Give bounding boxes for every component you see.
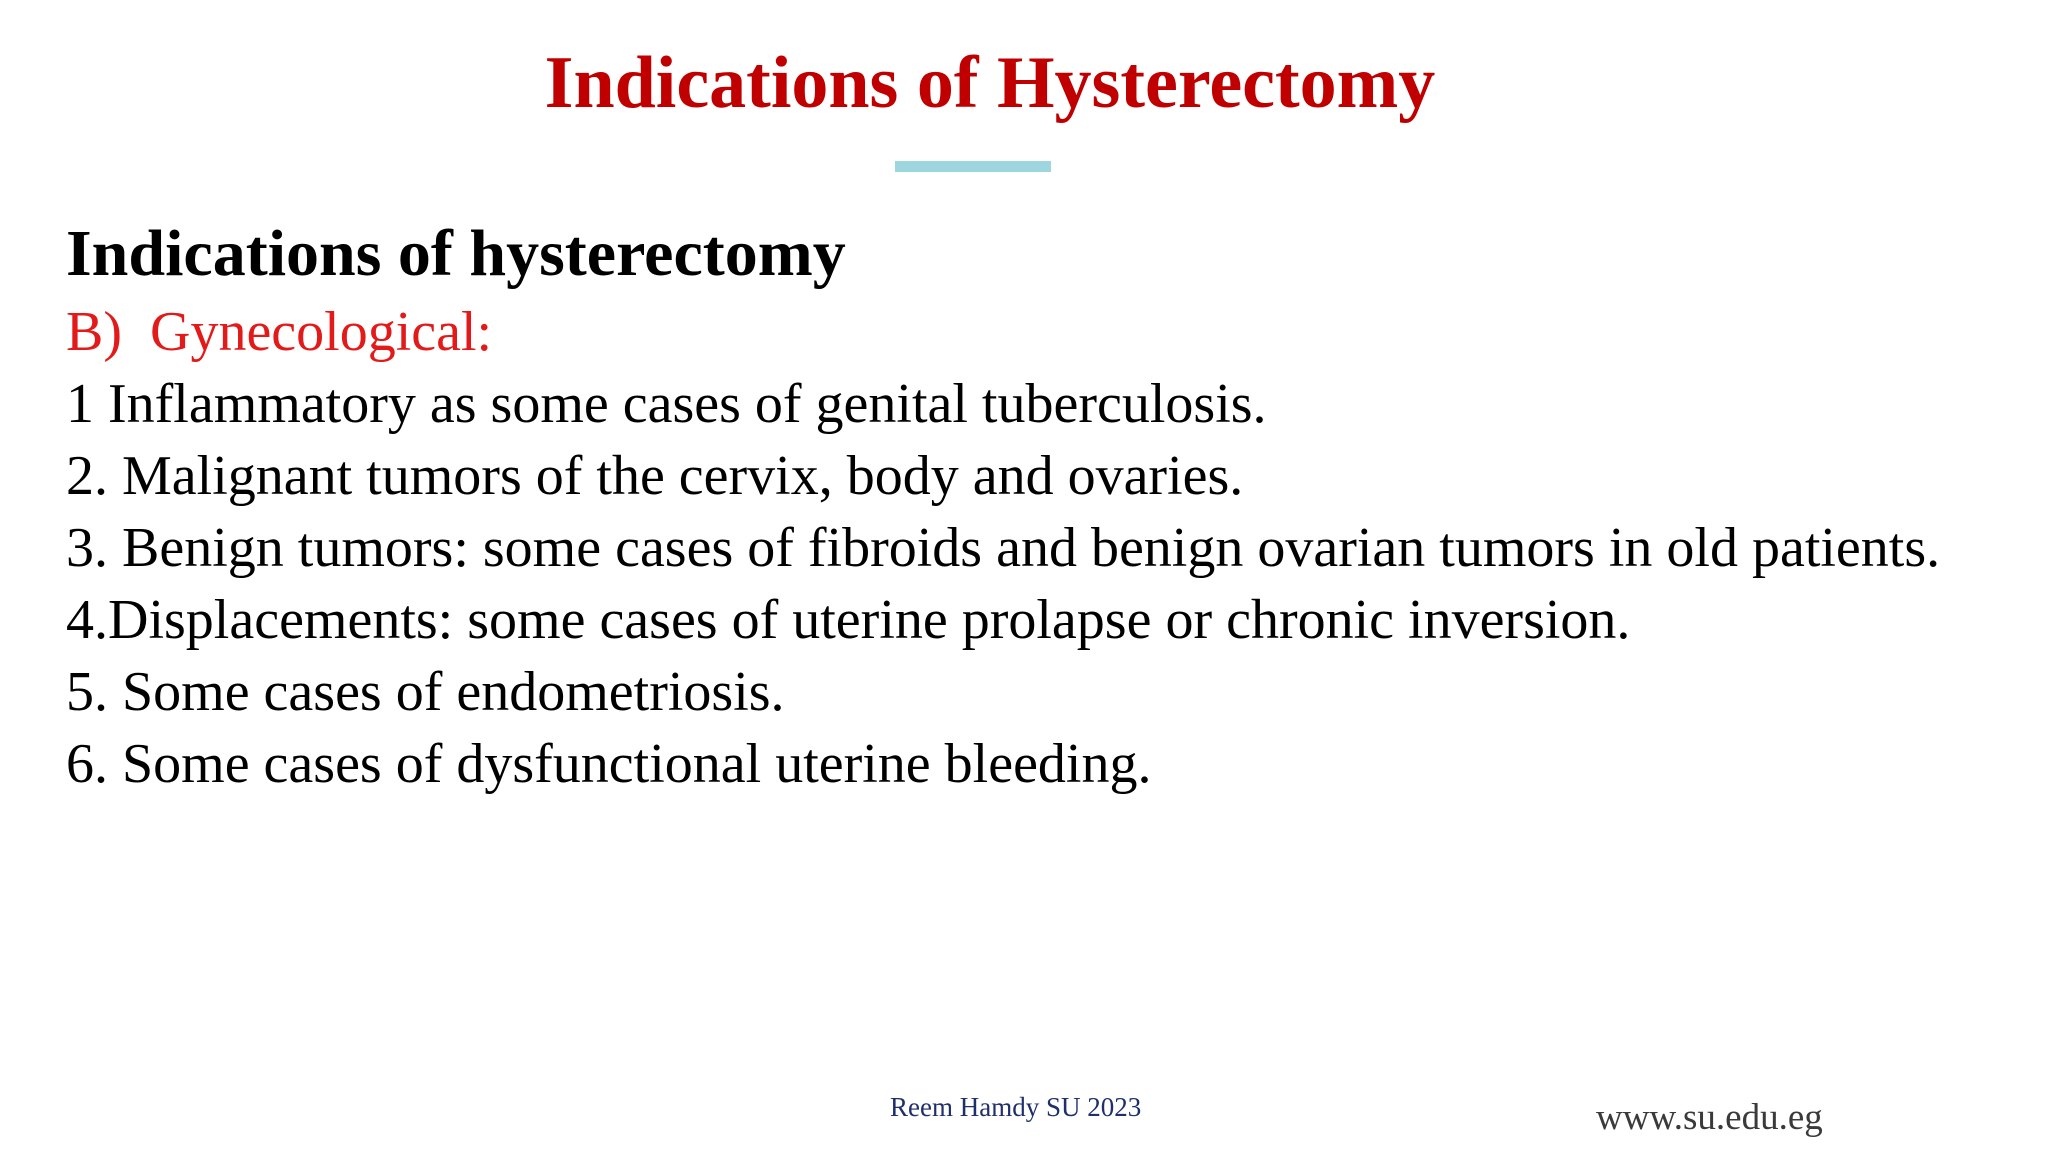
- category-label: B): [66, 301, 122, 363]
- list-item: 6. Some cases of dysfunctional uterine bleeding.: [66, 733, 1152, 795]
- title-underline: [895, 161, 1051, 172]
- indications-list: [66, 368, 1982, 800]
- category-heading: [66, 296, 1982, 368]
- slide-title: Indications of Hysterectomy: [544, 42, 1436, 124]
- slide-content: [66, 214, 1982, 800]
- category-text: Gynecological:: [150, 301, 493, 363]
- section-heading: Indications of hysterectomy: [66, 217, 846, 290]
- footer-url: www.su.edu.eg: [1596, 1097, 1823, 1138]
- list-item: 2. Malignant tumors of the cervix, body and ovaries.: [66, 445, 1244, 507]
- footer-author: Reem Hamdy SU 2023: [890, 1092, 1142, 1122]
- list-item: 4.Displacements: some cases of uterine prolapse or chronic inversion.: [66, 589, 1631, 651]
- list-item: 5. Some cases of endometriosis.: [66, 661, 785, 723]
- list-item: 1 Inflammatory as some cases of genital tuberculosis.: [66, 373, 1267, 435]
- list-item: 3. Benign tumors: some cases of fibroids and benign ovarian tumors in old patients.: [66, 517, 1941, 579]
